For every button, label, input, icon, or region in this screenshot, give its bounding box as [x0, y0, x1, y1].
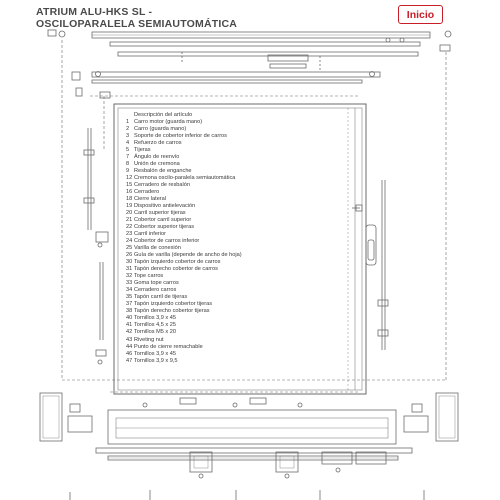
lower-carriage-rail — [68, 404, 428, 444]
top-rail-assembly — [48, 30, 451, 70]
part-label: Cobertor superior tijeras — [134, 224, 195, 231]
left-side-hardware — [84, 128, 108, 364]
right-cover-cap — [436, 393, 458, 441]
part-label: Dispositivo antielevación — [134, 203, 196, 210]
part-label: Cremona oscilo-paralela semiautomática — [134, 175, 236, 182]
stop-parts-right — [322, 452, 386, 472]
parts-list-item — [116, 161, 316, 168]
part-number: 4 — [126, 140, 130, 147]
part-number: 42 — [126, 329, 133, 336]
inicio-button[interactable]: Inicio — [398, 5, 443, 24]
part-number: 15 — [126, 182, 133, 189]
part-number: 40 — [126, 315, 133, 322]
parts-list-item — [116, 273, 316, 280]
part-number: 5 — [126, 147, 130, 154]
part-number: 44 — [126, 343, 133, 350]
part-number: 8 — [126, 161, 130, 168]
page-subtitle: OSCILOPARALELA SEMIAUTOMÁTICA — [36, 18, 238, 30]
parts-list-item — [116, 154, 316, 161]
part-label: Soporte de cobertor inferior de carros — [134, 133, 227, 140]
part-label: Ángulo de reenvío — [134, 154, 180, 161]
part-label: Unión de cremona — [134, 161, 180, 168]
part-label: Tornillos 3,9 x 9,5 — [134, 357, 178, 364]
part-label: Tapón derecho cobertor tijeras — [134, 308, 210, 315]
part-label: Carro (guarda mano) — [134, 126, 187, 133]
parts-list-item — [116, 337, 316, 344]
part-label: Tornillos M5 x 20 — [134, 329, 176, 336]
part-number: 1 — [126, 119, 130, 126]
part-label: Cerradero — [134, 189, 160, 196]
part-number: 33 — [126, 280, 133, 287]
part-label: Tornillos 3,9 x 45 — [134, 315, 176, 322]
part-number: 19 — [126, 203, 133, 210]
parts-list-item — [116, 322, 316, 329]
parts-list-item — [116, 308, 316, 315]
part-number: 16 — [126, 189, 133, 196]
parts-list-item — [116, 315, 316, 322]
part-label: Tapón izquierdo cobertor de carros — [134, 259, 221, 266]
part-label: Tapón carril de tijeras — [134, 294, 188, 301]
part-number: 32 — [126, 273, 133, 280]
part-number: 43 — [126, 336, 133, 343]
part-number: 38 — [126, 308, 133, 315]
upper-scissor-arm — [72, 72, 380, 99]
part-label: Goma tope carros — [134, 280, 179, 287]
part-number: 9 — [126, 168, 130, 175]
parts-list-item — [116, 245, 316, 252]
bottom-rail — [96, 448, 412, 460]
part-number: 46 — [126, 350, 133, 357]
parts-list-item — [116, 344, 316, 351]
parts-list-item — [116, 133, 316, 140]
part-number: 37 — [126, 301, 133, 308]
part-number: 26 — [126, 252, 133, 259]
parts-list-item — [116, 259, 316, 266]
part-number: 30 — [126, 259, 133, 266]
parts-list-item — [116, 210, 316, 217]
part-label: Carro motor (guarda mano) — [134, 119, 203, 126]
parts-list-header: Descripción del artículo — [134, 112, 193, 118]
part-label: Tornillos 3,9 x 45 — [134, 350, 176, 357]
parts-list-item — [116, 189, 316, 196]
part-number: 12 — [126, 175, 133, 182]
part-number: 41 — [126, 322, 133, 329]
part-number: 35 — [126, 294, 133, 301]
left-cover-cap — [40, 393, 62, 441]
part-number: 2 — [126, 126, 130, 133]
parts-list-item — [116, 175, 316, 182]
cremona-handle — [352, 180, 388, 350]
part-number: 20 — [126, 210, 133, 217]
parts-list — [116, 112, 316, 365]
parts-list-item — [116, 119, 316, 126]
part-label: Refuerzo de carros — [134, 140, 182, 147]
part-label: Tope carros — [134, 273, 164, 280]
part-number: 31 — [126, 266, 133, 273]
part-number: 18 — [126, 196, 133, 203]
part-label: Tapón izquierdo cobertor tijeras — [134, 301, 213, 308]
parts-list-item — [116, 301, 316, 308]
page-title: ATRIUM ALU-HKS SL - — [36, 6, 153, 18]
parts-list-item — [116, 140, 316, 147]
part-label: Varilla de conexión — [134, 245, 181, 252]
part-label: Punto de cierre remachable — [134, 343, 203, 350]
parts-list-item — [116, 238, 316, 245]
part-number: 34 — [126, 287, 133, 294]
part-number: 23 — [126, 231, 133, 238]
parts-list-item — [116, 182, 316, 189]
parts-list-item — [116, 224, 316, 231]
part-label: Cerradero de resbalón — [134, 182, 190, 189]
part-label: Riveting nut — [134, 336, 164, 343]
parts-list-item — [116, 217, 316, 224]
parts-list-item — [116, 329, 316, 336]
part-number: 21 — [126, 217, 133, 224]
part-number: 3 — [126, 133, 130, 140]
parts-list-rows — [116, 119, 316, 365]
part-number: 25 — [126, 245, 133, 252]
parts-list-item — [116, 351, 316, 358]
part-label: Cierre lateral — [134, 196, 167, 203]
part-label: Cobertor carril superior — [134, 217, 192, 224]
parts-list-item — [116, 126, 316, 133]
parts-list-item — [116, 294, 316, 301]
part-label: Tornillos 4,5 x 25 — [134, 322, 176, 329]
part-label: Tijeras — [134, 147, 151, 154]
parts-list-item — [116, 168, 316, 175]
parts-list-item — [116, 196, 316, 203]
parts-list-item — [116, 280, 316, 287]
part-number: 22 — [126, 224, 133, 231]
parts-list-item — [116, 231, 316, 238]
parts-list-item — [116, 252, 316, 259]
part-label: Resbalón de enganche — [134, 168, 192, 175]
part-label: Carril superior tijeras — [134, 210, 186, 217]
part-label: Carril inferior — [134, 231, 167, 238]
part-label: Tapón derecho cobertor de carros — [134, 266, 218, 273]
screws-bottom — [70, 490, 424, 500]
part-number: 7 — [126, 154, 130, 161]
part-number: 47 — [126, 357, 133, 364]
parts-list-item — [116, 266, 316, 273]
part-number: 24 — [126, 238, 133, 245]
parts-list-item — [116, 287, 316, 294]
part-label: Guía de varilla (depende de ancho de hoja) — [134, 252, 242, 259]
parts-list-item — [116, 358, 316, 365]
parts-list-item — [116, 203, 316, 210]
part-label: Cobertor de carros inferior — [134, 238, 200, 245]
part-label: Cerradero carros — [134, 287, 177, 294]
